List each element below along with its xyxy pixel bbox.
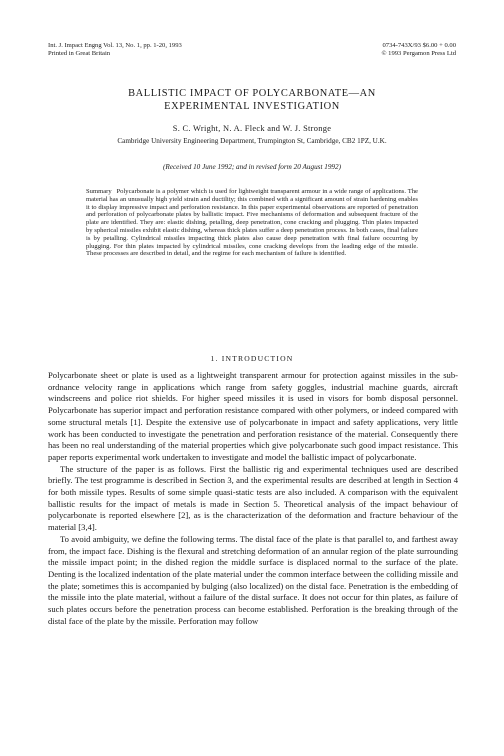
summary-abstract [86,188,418,258]
summary-text: Polycarbonate is a polymer which is used for lightweight transparent armour in a wide range of applications. The material has an unusually high yield strain and ductility; this combined with a significant amount of strain hardening enables it to display impressive impact and perforation resistance. In this paper experimental observations are reported of penetration and perforation of polycarbonate plates by ballistic impact. Five mechanisms of deformation and subsequent fracture of the plate are identified. They are: elastic dishing, petalling, deep penetration, cone cracking and plugging. Thin plates impacted by spherical missiles exhibit elastic dishing, whereas thick plates suffer a deep penetration process. In both cases, final failure is by petalling. Cylindrical missiles impacting thick plates also cause deep penetration with final failure occurring by plugging. For thin plates impacted by cylindrical missiles, cone cracking develops from the leading edge of the missile. These processes are described in detail, and the regime for each mechanism of failure is identified. [86,188,418,258]
journal-citation [48,42,182,59]
issn-block [382,42,457,59]
paragraph-1: Polycarbonate sheet or plate is used as a lightweight transparent armour for protection against missiles in the sub-ordnance velocity range in applications which range from safety goggles, industrial machine guards, aircraft windscreens and police riot shields. For higher speed missiles it is used in visors for bomb disposal personnel. Polycarbonate has superior impact and perforation resistance compared with other polymers, or indeed compared with some structural metals [1]. Despite the extensive use of polycarbonate in impact and safety applications, very little work has been conducted to investigate the penetration and perforation resistance of the material. Consequently there has been no real understanding of the material properties which give polycarbonate such good impact resistance. This paper reports experimental work undertaken to investigate and model the ballistic impact of polycarbonate. [48,370,458,462]
received-dates: (Received 10 June 1992; and in revised form 20 August 1992) [162,163,342,171]
title-line-1: BALLISTIC IMPACT OF POLYCARBONATE—AN [128,88,376,99]
body-text [48,370,458,627]
authors: S. C. Wright, N. A. Fleck and W. J. Stronge [172,124,332,133]
paragraph-2: The structure of the paper is as follows. First the ballistic rig and experimental techniques used are described briefly. The test programme is described in Section 3, and the experimental results are described at length in Section 4 for both missile types. Results of some simple quasi-static tests are also included. A comparison with the equivalent ballistic results for the impact of metals is made in Section 5. Theoretical analysis of the impact behaviour of polycarbonate is reported elsewhere [2], as is the characterization of the deformation and fracture behaviour of the material [3,4]. [48,463,458,533]
journal-line: Int. J. Impact Engng Vol. 13, No. 1, pp. 1-20, 1993 [48,42,182,49]
summary-label: Summary [86,188,112,195]
paper-title [40,88,464,113]
issn-line: 0734-743X/93 $6.00 + 0.00 [382,42,456,49]
affiliation: Cambridge University Engineering Department, Trumpington St, Cambridge, CB2 1PZ, U.K. [117,137,387,145]
printed-in-line: Printed in Great Britain [48,50,111,58]
copyright-line: © 1993 Pergamon Press Ltd [381,50,456,58]
paragraph-3: To avoid ambiguity, we define the following terms. The distal face of the plate is that parallel to, and farthest away from, the impact face. Dishing is the flexural and stretching deformation of an annular region of the plate surrounding the missile impact point; in the dished region the middle surface is displaced normal to the surface of the plate. Denting is the localized indentation of the plate material under the common interface between the colliding missile and the plate; sometimes this is accompanied by bulging (also localized) on the distal face. Penetration is the embedding of the missile into the plate material, without a failure of the distal surface. It does not occur for thin plates, as failure of such plates occurs before the penetration process can become established. Perforation is the breaking through of the distal face of the plate by the missile. Perforation may follow [48,533,458,626]
section-heading-introduction: 1. INTRODUCTION [210,354,294,363]
title-line-2: EXPERIMENTAL INVESTIGATION [164,100,340,112]
